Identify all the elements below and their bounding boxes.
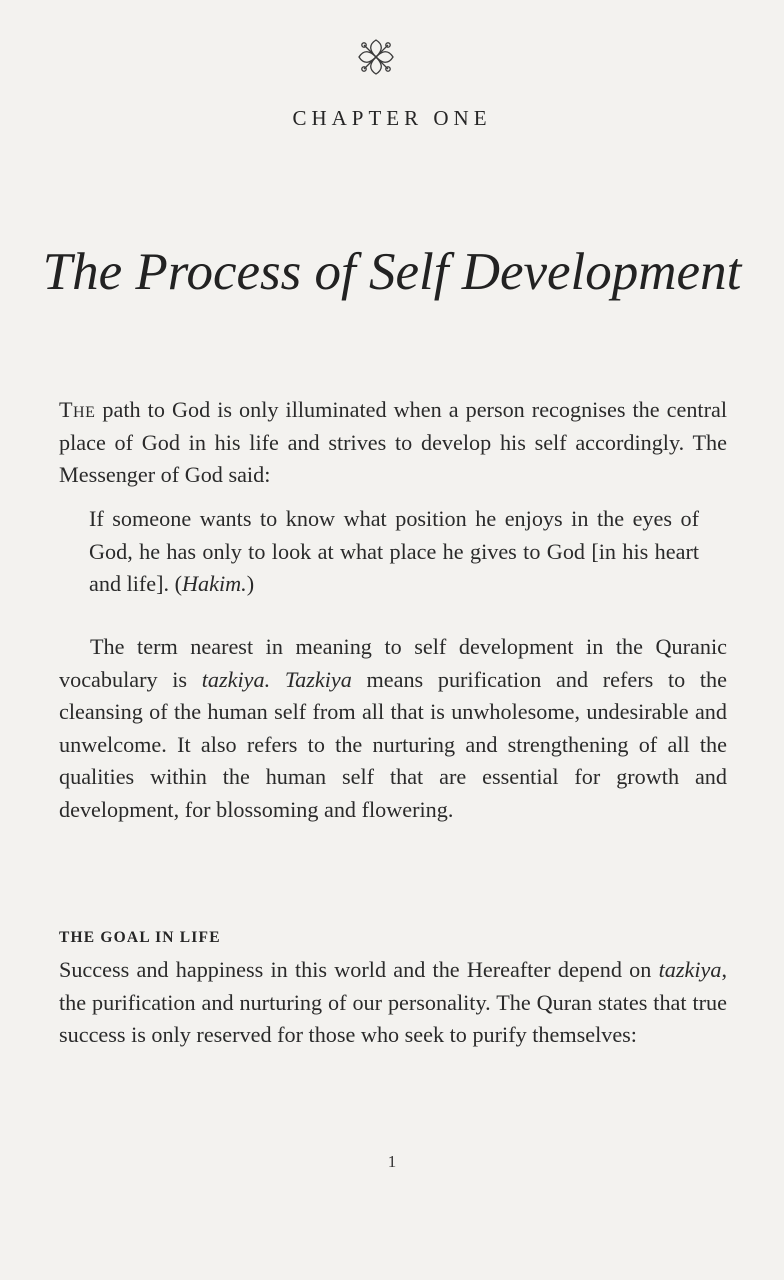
paragraph-goal-text-2: , the purification and nurturing of our personality. The Quran states that true success is only reserved for those who seek to purify themselves: bbox=[59, 957, 727, 1047]
paragraph-tazkiya-text-1: The term nearest in meaning to self development in the Quranic vocabulary is bbox=[59, 634, 727, 692]
paragraph-intro bbox=[59, 394, 727, 492]
term-tazkiya-capital: Tazkiya bbox=[284, 666, 352, 692]
paragraph-goal bbox=[59, 954, 727, 1052]
quote-source: Hakim. bbox=[182, 571, 247, 596]
section-heading: THE GOAL IN LIFE bbox=[59, 929, 221, 946]
paragraph-goal-text-1: Success and happiness in this world and the Hereafter depend on bbox=[59, 957, 659, 982]
term-tazkiya: tazkiya. bbox=[201, 666, 271, 692]
lead-word: The bbox=[59, 397, 96, 422]
chapter-label: CHAPTER ONE bbox=[292, 106, 492, 130]
paragraph-intro-text: path to God is only illuminated when a person recognises the central place of God in his life and strives to develop his self accordingly. The Messenger of God said: bbox=[59, 397, 727, 487]
quote-close: ) bbox=[246, 571, 255, 596]
page-number: 1 bbox=[387, 1152, 397, 1171]
chapter-title: The Process of Self Development bbox=[42, 243, 742, 301]
paragraph-tazkiya bbox=[59, 631, 727, 826]
paragraph-tazkiya-text-2 bbox=[270, 667, 285, 692]
fleuron-icon bbox=[356, 37, 396, 77]
hadith-quote bbox=[89, 503, 699, 601]
term-tazkiya-goal: tazkiya bbox=[658, 957, 722, 982]
paragraph-tazkiya-text-3: means purification and refers to the cleansing of the human self from all that is unwholesome, undesirable and unwelcome. It also refers to the nurturing and strengthening of all the qualities within the human self that are essential for growth and development, for blossoming and flowering. bbox=[59, 666, 727, 822]
quote-text: If someone wants to know what position he enjoys in the eyes of God, he has only to look at what place he gives to God [in his heart and life]. ( bbox=[89, 506, 699, 596]
